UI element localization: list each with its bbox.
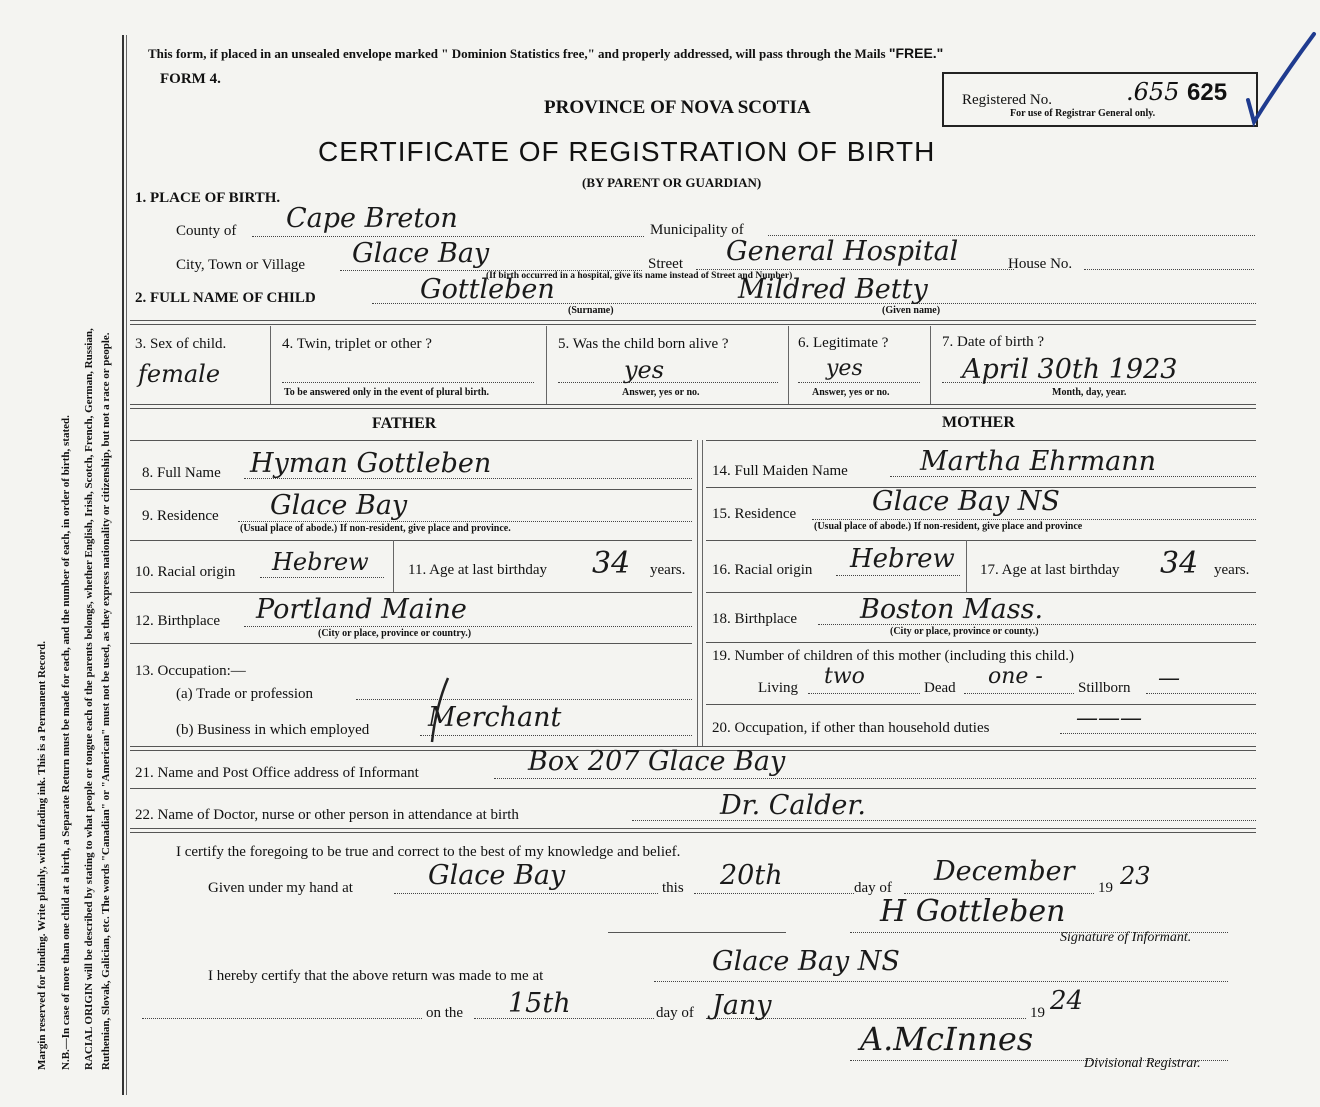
father-birthplace-line [244,626,692,627]
blank-signature-line [608,932,786,933]
rule-above-parents-2 [130,408,1256,409]
legitimate-label: 6. Legitimate ? [798,335,889,351]
binding-margin-line [122,35,124,1095]
legitimate-value: yes [826,356,863,381]
stillborn-line [1146,693,1256,694]
father-name-value: Hyman Gottleben [250,448,492,479]
dead-label: Dead [924,680,956,696]
dead-line [964,693,1074,694]
trade-label: (a) Trade or profession [176,686,314,702]
rule-below-child [130,320,1256,321]
father-abode-note: (Usual place of abode.) If non-resident, give place and province. [240,523,511,534]
mother-residence-value: Glace Bay NS [872,486,1060,517]
informant-label: 21. Name and Post Office address of Informant [135,765,419,781]
registrar-on-the-label: on the [426,1005,464,1021]
trade-stroke-icon [426,676,456,746]
dob-label: 7. Date of birth ? [942,334,1045,350]
father-rule-3 [130,592,692,593]
certificate-subtitle: (BY PARENT OR GUARDIAN) [582,175,762,190]
mother-birthplace-note: (City or place, province or county.) [890,626,1039,637]
living-line [808,693,920,694]
stillborn-label: Stillborn [1078,680,1131,696]
given-place-line [394,893,658,894]
father-name-label: 8. Full Name [142,465,221,481]
registrar-caption: Divisional Registrar. [1084,1056,1201,1071]
legitimate-answer-caption: Answer, yes or no. [812,387,890,398]
mail-notice-text: This form, if placed in an unsealed envelope marked " Dominion Statistics free," and properly addressed, will pass through the Mails [148,46,889,61]
mother-occupation-line [1060,733,1256,734]
city-label: City, Town or Village [176,257,306,273]
mother-birthplace-label: 18. Birthplace [712,611,797,627]
registrar-month-value: Jany [712,990,772,1021]
twin-line [282,382,534,383]
place-of-birth-heading: 1. PLACE OF BIRTH. [135,190,281,206]
legitimate-line [798,382,920,383]
registrar-statement: I hereby certify that the above return was made to me at [208,968,544,984]
father-rule-4 [130,643,692,644]
business-label: (b) Business in which employed [176,722,370,738]
registered-no-label: Registered No. [962,92,1052,108]
mother-years-label: years. [1214,562,1250,578]
father-race-value: Hebrew [272,548,369,576]
mother-occupation-value: ——— [1076,706,1142,731]
certificate-title: CERTIFICATE OF REGISTRATION OF BIRTH [318,136,936,167]
mother-rule-5 [706,704,1256,705]
rule-below-informant [130,788,1256,789]
informant-value: Box 207 Glace Bay [528,746,786,777]
child-surname-value: Gottleben [420,274,555,305]
dob-value: April 30th 1923 [962,354,1178,385]
dead-value: one - [988,664,1043,689]
registrar-use-note: For use of Registrar General only. [1010,108,1156,119]
sex-label: 3. Sex of child. [135,336,227,352]
sex-value: female [138,360,221,388]
certify-day-value: 20th [720,860,783,891]
informant-line [494,778,1256,779]
margin-note-2: N.B.—In case of more than one child at a birth, a Separate Return must be made for each, and the number of each, in order of birth, stated. [60,415,72,1070]
father-age-value: 34 [592,546,631,581]
alive-label: 5. Was the child born alive ? [558,336,729,352]
father-occupation-label: 13. Occupation:— [135,663,246,679]
mother-race-line [836,575,960,576]
registrar-place-value: Glace Bay NS [712,946,900,977]
form-number: FORM 4. [160,71,221,87]
mother-race-value: Hebrew [850,544,955,574]
margin-note-4: Ruthenian, Slovak, Galician, etc. The words "Canadian" or "American" must not be used, as they express nationality or citizenship, but not a race or people. [100,332,112,1070]
mother-abode-note: (Usual place of abode.) If non-resident, give place and province [814,521,1083,532]
registrar-date-lead-line [142,1018,422,1019]
father-race-line [260,577,384,578]
mother-rule-3 [706,592,1256,593]
certify-day-line [694,893,854,894]
informant-signature: H Gottleben [880,894,1066,929]
doctor-value: Dr. Calder. [720,790,866,821]
registered-no-print: 625 [1187,79,1228,106]
registrar-day-value: 15th [508,988,571,1019]
mother-rule-4 [706,642,1256,643]
business-line [420,735,692,736]
father-age-label: 11. Age at last birthday [408,562,547,578]
alive-answer-caption: Answer, yes or no. [622,387,700,398]
street-label: Street [648,256,683,272]
street-line [696,269,1014,270]
margin-note-1: Margin reserved for binding. Write plainly, with unfading ink. This is a Permanent Record. [36,641,48,1070]
living-value: two [824,664,865,689]
father-rule-2 [130,540,692,541]
twin-note: To be answered only in the event of plural birth. [284,387,490,398]
given-place-value: Glace Bay [428,860,566,891]
father-residence-label: 9. Residence [142,508,219,524]
rule-below-doctor-2 [130,832,1256,833]
province-title: PROVINCE OF NOVA SCOTIA [544,97,811,118]
mother-race-divider [966,540,967,592]
municipality-label: Municipality of [650,222,744,238]
father-birthplace-note: (City or place, province or country.) [318,628,472,639]
rule-below-doctor [130,828,1256,829]
hospital-note: (If birth occurred in a hospital, give its name instead of Street and Number) [486,271,793,281]
certify-month-value: December [934,856,1075,887]
registrar-day-of-label: day of [656,1005,694,1021]
certify-statement: I certify the foregoing to be true and correct to the best of my knowledge and belief. [176,844,681,860]
certify-year-prefix: 19 [1098,880,1113,896]
parents-divider-2 [702,440,703,746]
father-race-divider [393,540,394,592]
alive-value: yes [624,356,665,384]
certify-this-label: this [662,880,684,896]
row3-divider-4 [930,326,931,404]
street-value: General Hospital [726,236,959,267]
mother-occupation-label: 20. Occupation, if other than household duties [712,720,990,736]
father-years-label: years. [650,562,686,578]
surname-caption: (Surname) [568,305,614,316]
living-label: Living [758,680,798,696]
county-line [252,236,644,237]
mother-heading-rule [706,440,1256,441]
city-value: Glace Bay [352,238,490,269]
mother-age-label: 17. Age at last birthday [980,562,1120,578]
mother-rule-2 [706,540,1256,541]
mail-notice [148,45,943,62]
child-given-value: Mildred Betty [738,274,928,305]
alive-line [558,382,778,383]
informant-signature-caption: Signature of Informant. [1060,930,1192,945]
mother-heading: MOTHER [942,414,1015,431]
row3-divider-3 [788,326,789,404]
father-birthplace-value: Portland Maine [256,594,467,625]
child-name-label: 2. FULL NAME OF CHILD [135,290,316,306]
business-value: Merchant [428,702,562,733]
trade-line [356,699,692,700]
registrar-place-line [654,981,1228,982]
registration-box [942,72,1258,127]
given-under-label: Given under my hand at [208,880,353,896]
house-no-label: House No. [1008,256,1073,272]
twin-label: 4. Twin, triplet or other ? [282,336,432,352]
mother-race-label: 16. Racial origin [712,562,813,578]
dob-caption: Month, day, year. [1052,387,1127,398]
registrar-year-value: 24 [1050,986,1084,1016]
doctor-label: 22. Name of Doctor, nurse or other person in attendance at birth [135,807,519,823]
county-label: County of [176,223,237,239]
given-name-caption: (Given name) [882,305,941,316]
children-count-label: 19. Number of children of this mother (including this child.) [712,648,1075,664]
binding-margin-line-inner [126,35,127,1095]
father-heading-rule [130,440,692,441]
father-heading: FATHER [372,415,437,432]
house-no-line [1084,269,1254,270]
margin-note-3: RACIAL ORIGIN will be described by stating to what people or tongue each of the parents belongs, whether English, Irish, Scotch, French, German, Russian, [83,328,95,1070]
mother-birthplace-value: Boston Mass. [860,594,1044,625]
stillborn-value: — [1158,666,1180,691]
mother-residence-label: 15. Residence [712,506,797,522]
registrar-year-prefix: 19 [1030,1005,1045,1021]
father-residence-line [238,521,692,522]
parents-divider [697,440,698,746]
rule-below-child-2 [130,324,1256,325]
rule-above-parents [130,404,1256,405]
free-label: "FREE." [888,45,944,61]
check-mark-icon [1240,28,1320,128]
father-residence-value: Glace Bay [270,490,408,521]
father-birthplace-label: 12. Birthplace [135,613,220,629]
certify-year-value: 23 [1120,862,1151,890]
county-value: Cape Breton [286,203,458,234]
row3-divider-2 [546,326,547,404]
registered-no-hand: .655 [1126,78,1180,106]
mother-name-label: 14. Full Maiden Name [712,463,848,479]
certify-day-of-label: day of [854,880,892,896]
registrar-signature: A.McInnes [860,1020,1034,1058]
mother-residence-line [812,519,1256,520]
row3-divider-1 [270,326,271,404]
father-race-label: 10. Racial origin [135,564,236,580]
mother-name-value: Martha Ehrmann [920,446,1157,477]
mother-age-value: 34 [1160,546,1199,581]
father-rule-1 [130,489,692,490]
